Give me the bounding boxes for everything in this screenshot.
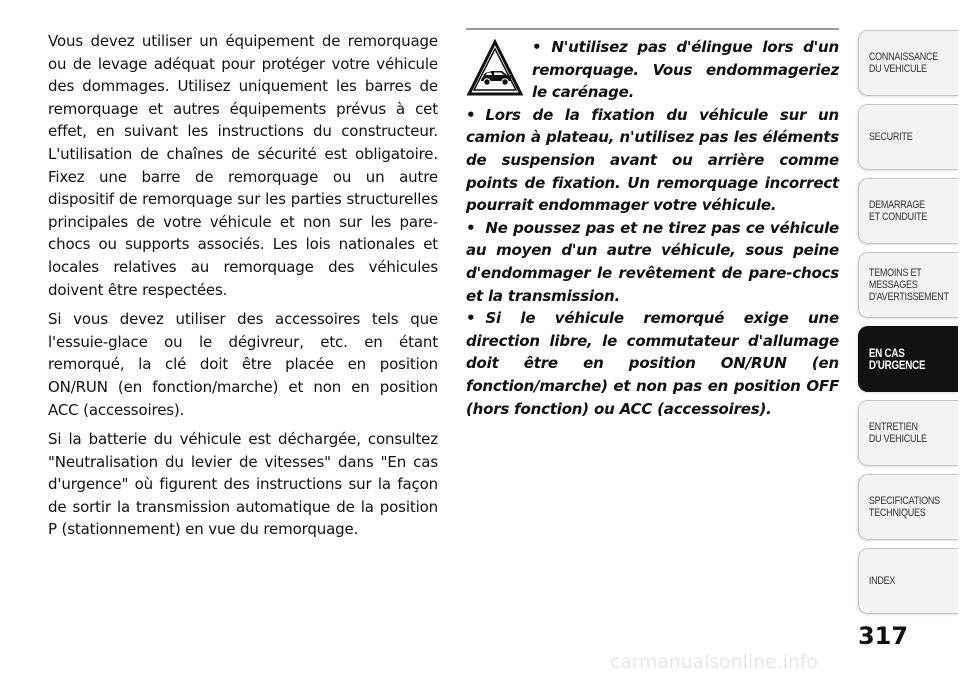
main-text-column bbox=[48, 30, 438, 548]
watermark: carmanualsonline.info bbox=[610, 651, 819, 673]
paragraph-accessories: Si vous devez utiliser des accessoires tels que l'essuie-glace ou le dégivreur, etc. en étant remorqué, la clé doit être placée en position ON/RUN (en fonction/marche) et non en position ACC (accessoires). bbox=[48, 310, 438, 419]
bullet: • bbox=[466, 218, 476, 237]
warning-triangle-car-icon bbox=[466, 38, 524, 98]
paragraph-towing-equipment: Vous devez utiliser un équipement de remorquage ou de levage adéquat pour protéger votre véhicule des dommages. Utilisez uniquement les barres de remorquage et autres équipements prévus à cet effet, en suivant les instructions du constructeur. L'utilisation de chaînes de sécurité est obligatoire. Fixez une barre de remorquage ou un autre dispositif de remorquage sur les parties structurelles principales de votre véhicule et non sur les pare-chocs ou supports associés. Les lois nationales et locales relatives au remorquage des véhicules doivent être respectées. bbox=[48, 32, 438, 299]
tab-connaissance-du-vehicule[interactable]: CONNAISSANCE DU VEHICULE bbox=[858, 30, 958, 96]
tab-index[interactable]: INDEX bbox=[858, 548, 958, 614]
warning-item: • N'utilisez pas d'élingue lors d'un remorquage. Vous endommageriez le carénage. bbox=[532, 38, 839, 102]
page-number: 317 bbox=[857, 622, 909, 650]
tab-demarrage-et-conduite[interactable]: DEMARRAGE ET CONDUITE bbox=[858, 178, 958, 244]
bullet: • bbox=[532, 38, 542, 56]
bullet: • bbox=[466, 105, 476, 124]
tab-en-cas-durgence[interactable]: EN CAS D'URGENCE bbox=[858, 326, 958, 392]
tab-temoins-et-messages[interactable]: TEMOINS ET MESSAGES D'AVERTISSEMENT bbox=[858, 252, 958, 318]
warning-item: • Ne poussez pas et ne tirez pas ce véhicule au moyen d'un autre véhicule, sous peine d'endommager le revêtement de pare-chocs et la transmission. bbox=[466, 218, 839, 305]
paragraph-battery: Si la batterie du véhicule est déchargée, consultez "Neutralisation du levier de vitesses" dans "En cas d'urgence" où figurent des instructions sur la façon de sortir la transmission automatique de la position P (stationnement) en vue du remorquage. bbox=[48, 430, 438, 539]
tab-securite[interactable]: SECURITE bbox=[858, 104, 958, 170]
warning-item: • Lors de la fixation du véhicule sur un camion à plateau, n'utilisez pas les éléments de suspension avant ou arrière comme points de fixation. Un remorquage incorrect pourrait endommager votre véhicule. bbox=[466, 105, 839, 215]
tab-specifications-techniques[interactable]: SPECIFICATIONS TECHNIQUES bbox=[858, 474, 958, 540]
tab-entretien-du-vehicule[interactable]: ENTRETIEN DU VEHICULE bbox=[858, 400, 958, 466]
warning-box bbox=[466, 30, 839, 420]
chapter-tabs bbox=[858, 30, 960, 622]
warning-item: • Si le véhicule remorqué exige une direction libre, le commutateur d'allumage doit être en position ON/RUN (en fonction/marche) et non pas en position OFF (hors fonction) ou ACC (accessoires). bbox=[466, 309, 839, 418]
bullet: • bbox=[466, 309, 476, 328]
